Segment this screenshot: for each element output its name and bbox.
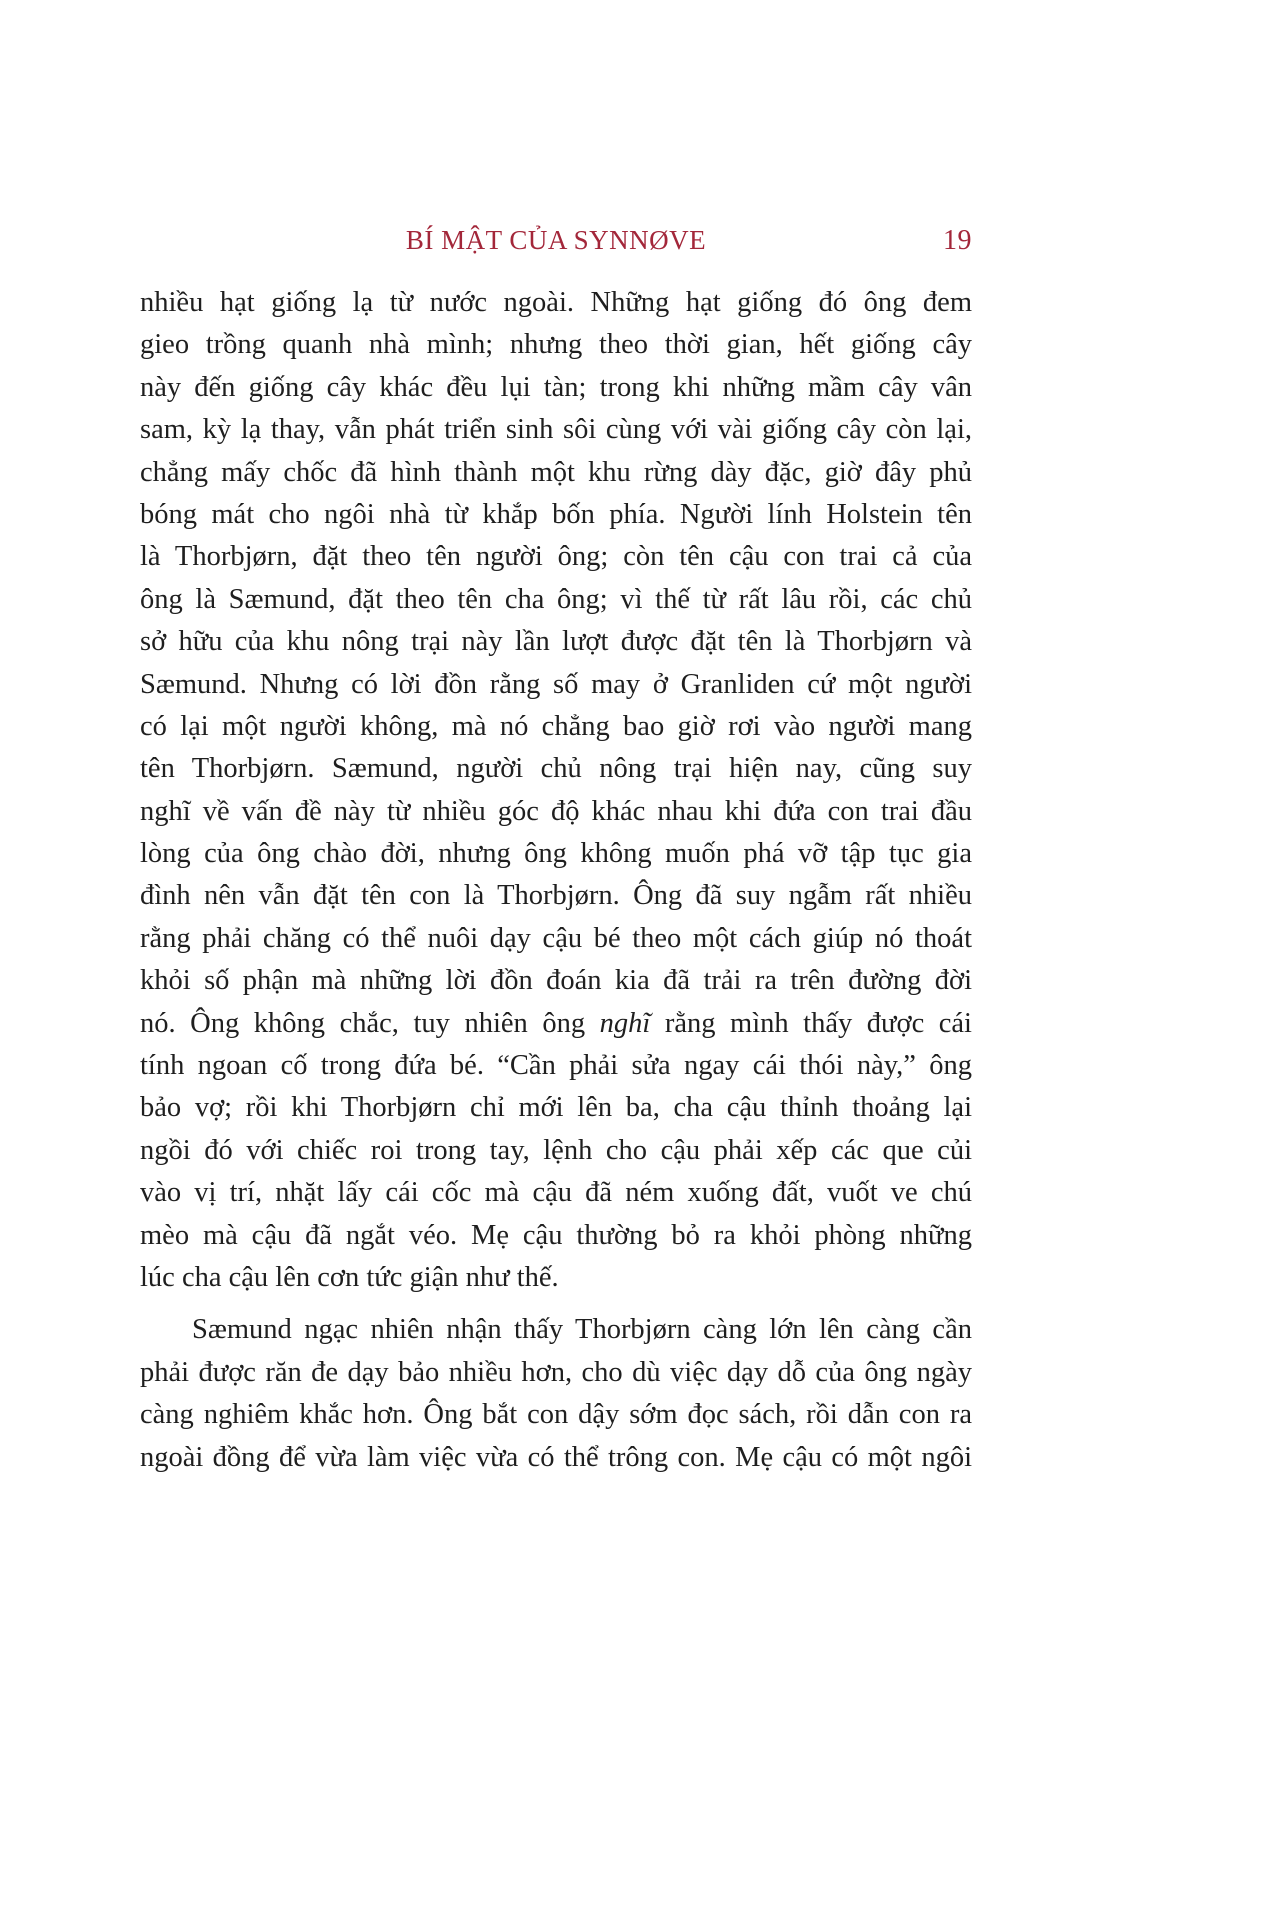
running-header bbox=[140, 225, 972, 265]
text-line: tên Thorbjørn. Sæmund, người chủ nông trại hiện nay, cũng suy bbox=[140, 753, 972, 785]
text-line: mèo mà cậu đã ngắt véo. Mẹ cậu thường bỏ ra khỏi phòng những bbox=[140, 1219, 972, 1251]
text-line: tính ngoan cố trong đứa bé. “Cần phải sửa ngay cái thói này,” ông bbox=[140, 1050, 972, 1082]
text-line: nghĩ về vấn đề này từ nhiều góc độ khác nhau khi đứa con trai đầu bbox=[140, 795, 972, 827]
text-line: ngoài đồng để vừa làm việc vừa có thể trông con. Mẹ cậu có một ngôi bbox=[140, 1441, 972, 1473]
emphasized-word: nghĩ bbox=[599, 1007, 651, 1039]
text-line: Sæmund ngạc nhiên nhận thấy Thorbjørn càng lớn lên càng cần bbox=[192, 1314, 972, 1346]
text-line: chẳng mấy chốc đã hình thành một khu rừng dày đặc, giờ đây phủ bbox=[140, 456, 972, 488]
text-line: lúc cha cậu lên cơn tức giận như thế. bbox=[140, 1261, 559, 1293]
paragraph-1 bbox=[140, 282, 972, 1299]
text-line: sở hữu của khu nông trại này lần lượt được đặt tên là Thorbjørn và bbox=[140, 626, 972, 658]
text-line-with-emphasis bbox=[140, 1003, 972, 1045]
text-line: khỏi số phận mà những lời đồn đoán kia đã trải ra trên đường đời bbox=[140, 965, 972, 997]
text-line: lòng của ông chào đời, nhưng ông không muốn phá vỡ tập tục gia bbox=[140, 838, 972, 870]
text-line: bảo vợ; rồi khi Thorbjørn chỉ mới lên ba, cha cậu thỉnh thoảng lại bbox=[140, 1092, 972, 1124]
text-line: đình nên vẫn đặt tên con là Thorbjørn. Ông đã suy ngẫm rất nhiều bbox=[140, 880, 972, 912]
page-number: 19 bbox=[943, 225, 972, 256]
text-line: rằng phải chăng có thể nuôi dạy cậu bé theo một cách giúp nó thoát bbox=[140, 922, 972, 954]
text-line: gieo trồng quanh nhà mình; nhưng theo thời gian, hết giống cây bbox=[140, 329, 972, 361]
body-text bbox=[140, 282, 972, 1479]
text-line: Sæmund. Nhưng có lời đồn rằng số may ở Granliden cứ một người bbox=[140, 668, 972, 700]
text-line: nhiều hạt giống lạ từ nước ngoài. Những hạt giống đó ông đem bbox=[140, 287, 972, 318]
text-line: ngồi đó với chiếc roi trong tay, lệnh cho cậu phải xếp các que củi bbox=[140, 1134, 972, 1166]
paragraph-spacer bbox=[140, 1299, 972, 1309]
text-line: vào vị trí, nhặt lấy cái cốc mà cậu đã ném xuống đất, vuốt ve chú bbox=[140, 1177, 972, 1209]
text-line: ông là Sæmund, đặt theo tên cha ông; vì thế từ rất lâu rồi, các chủ bbox=[140, 583, 972, 615]
text-line: này đến giống cây khác đều lụi tàn; trong khi những mầm cây vân bbox=[140, 371, 972, 403]
text-line: là Thorbjørn, đặt theo tên người ông; còn tên cậu con trai cả của bbox=[140, 541, 972, 573]
running-title: BÍ MẬT CỦA SYNNØVE bbox=[405, 225, 707, 255]
text-line: bóng mát cho ngôi nhà từ khắp bốn phía. Người lính Holstein tên bbox=[140, 498, 972, 530]
paragraph-2 bbox=[140, 1309, 972, 1479]
text-run: nó. Ông không chắc, tuy nhiên ông bbox=[140, 1007, 600, 1039]
text-line: càng nghiêm khắc hơn. Ông bắt con dậy sớm đọc sách, rồi dẫn con ra bbox=[140, 1399, 972, 1431]
text-line: sam, kỳ lạ thay, vẫn phát triển sinh sôi cùng với vài giống cây còn lại, bbox=[140, 414, 972, 446]
text-line: phải được răn đe dạy bảo nhiều hơn, cho dù việc dạy dỗ của ông ngày bbox=[140, 1356, 972, 1388]
text-line: có lại một người không, mà nó chẳng bao giờ rơi vào người mang bbox=[140, 710, 972, 742]
text-run: rằng mình thấy được cái bbox=[650, 1007, 972, 1039]
